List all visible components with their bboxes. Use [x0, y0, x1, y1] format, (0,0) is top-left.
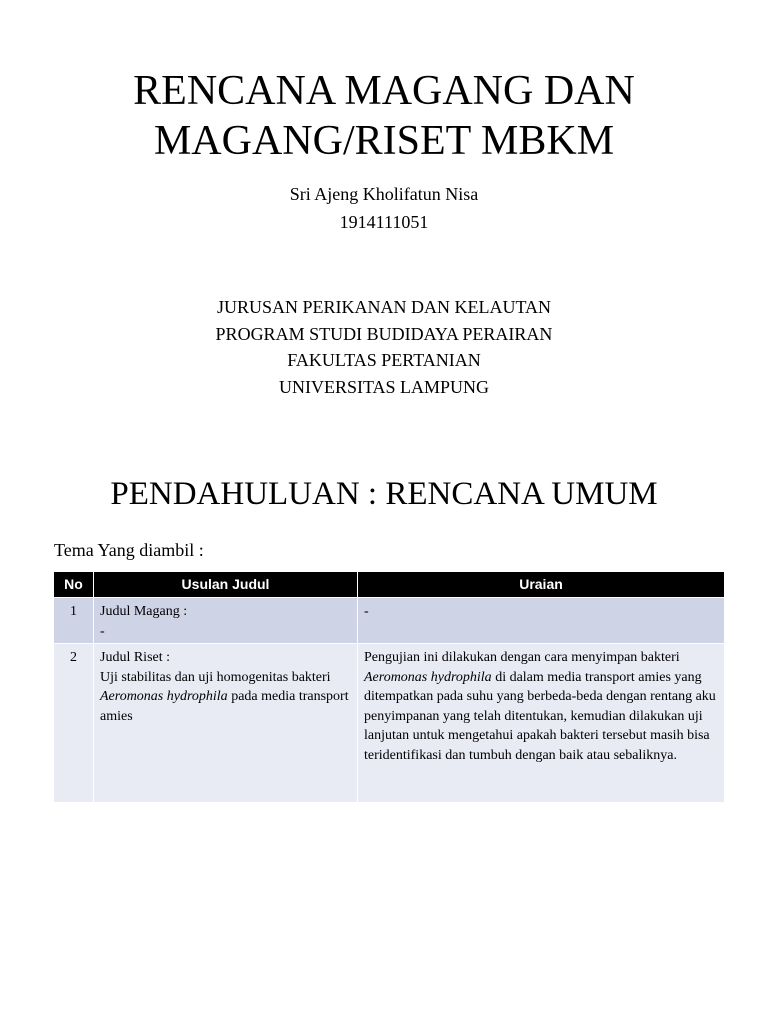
affiliation-program: PROGRAM STUDI BUDIDAYA PERAIRAN — [215, 323, 553, 344]
affiliation-block — [0, 294, 768, 400]
judul-value: - — [100, 623, 105, 639]
plan-table — [53, 571, 725, 803]
uraian-cell: - — [358, 598, 725, 644]
affiliation-department: JURUSAN PERIKANAN DAN KELAUTAN — [216, 297, 552, 317]
judul-text-start: Uji stabilitas dan uji homogenitas bakteri — [100, 669, 331, 685]
table-row — [54, 644, 725, 803]
judul-cell — [94, 598, 358, 644]
row-number: 2 — [54, 644, 94, 803]
judul-text — [100, 668, 351, 727]
judul-text-end: pada media transport amies — [100, 689, 349, 724]
table-header-row — [54, 572, 725, 598]
affiliation-university: UNIVERSITAS LAMPUNG — [278, 376, 490, 397]
affiliation-faculty: FAKULTAS PERTANIAN — [287, 350, 481, 370]
header-usulan-judul: Usulan Judul — [94, 572, 358, 598]
uraian-cell — [358, 644, 725, 803]
author-name: Sri Ajeng Kholifatun Nisa — [289, 184, 479, 204]
tema-label: Tema Yang diambil : — [54, 540, 204, 560]
table-row — [54, 598, 725, 644]
title-line-1: RENCANA MAGANG DAN — [133, 68, 635, 114]
header-uraian: Uraian — [358, 572, 725, 598]
species-name: Aeromonas hydrophila — [364, 669, 492, 685]
row-number: 1 — [54, 598, 94, 644]
document-title — [0, 66, 768, 166]
judul-cell — [94, 644, 358, 803]
species-name: Aeromonas hydrophila — [100, 689, 228, 704]
section-title: PENDAHULUAN : RENCANA UMUM — [110, 476, 658, 512]
judul-label: Judul Magang : — [100, 604, 188, 619]
judul-label: Judul Riset : — [100, 650, 171, 665]
author-block — [0, 180, 768, 236]
title-line-2: MAGANG/RISET MBKM — [153, 118, 615, 164]
student-id: 1914111051 — [339, 212, 429, 232]
uraian-text-start: Pengujian ini dilakukan dengan cara menyimpan bakteri — [364, 650, 680, 665]
header-no: No — [54, 572, 94, 598]
uraian-text-end: di dalam media transport amies yang ditempatkan pada suhu yang berbeda-beda dengan rentang aku penyimpanan yang telah ditentukan, kemudian dilakukan uji lanjutan untuk mengetahui apakah bakteri tersebut masih bisa teridentifikasi dan tumbuh dengan baik atau sebaliknya. — [364, 669, 716, 763]
